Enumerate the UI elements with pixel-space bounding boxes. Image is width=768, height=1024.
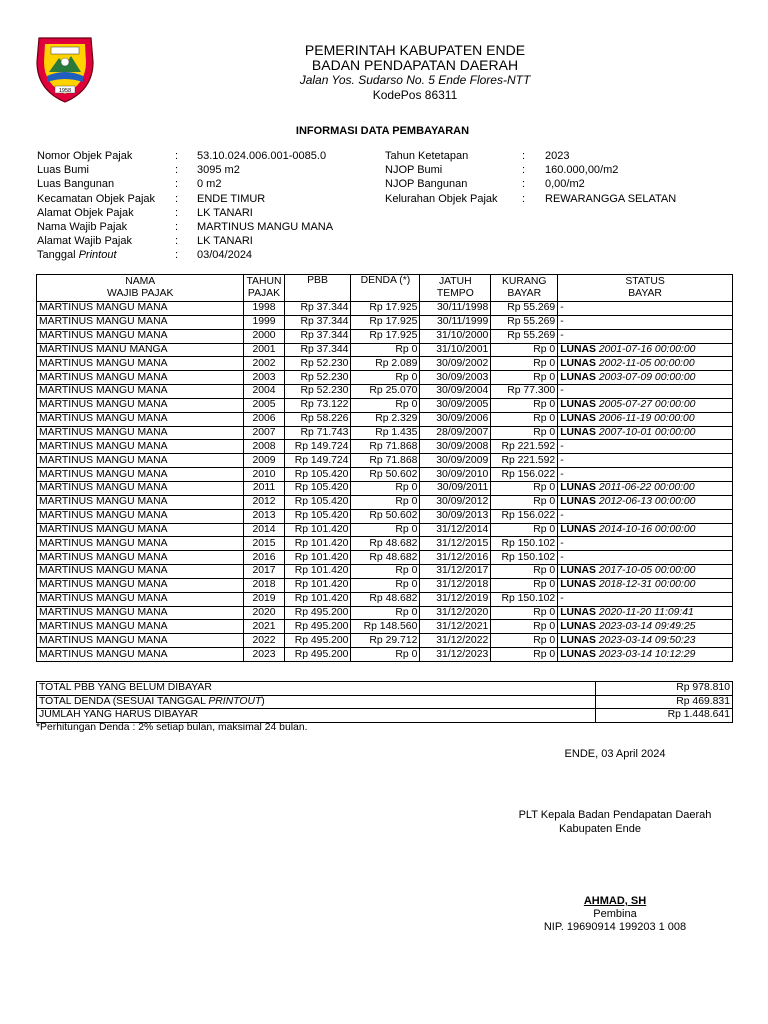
cell-status	[558, 634, 733, 648]
table-row	[37, 495, 733, 509]
cell-kurang-bayar: Rp 150.102	[491, 592, 558, 606]
cell-tahun: 2011	[244, 481, 284, 495]
cell-kurang-bayar: Rp 0	[491, 343, 558, 357]
cell-status	[558, 509, 733, 523]
cell-jatuh-tempo: 30/11/1998	[420, 302, 491, 316]
cell-nama: MARTINUS MANGU MANA	[37, 523, 244, 537]
cell-tahun: 2023	[244, 648, 284, 662]
signer-title-line2: Kabupaten Ende	[559, 823, 641, 835]
col-header-status: STATUS BAYAR	[558, 275, 733, 302]
status-label: -	[560, 330, 564, 342]
cell-denda: Rp 17.925	[351, 302, 420, 316]
cell-denda: Rp 48.682	[351, 551, 420, 565]
cell-status	[558, 412, 733, 426]
cell-status	[558, 648, 733, 662]
cell-pbb: Rp 101.420	[284, 592, 351, 606]
cell-jatuh-tempo: 30/11/1999	[420, 315, 491, 329]
svg-text:1958: 1958	[58, 88, 72, 94]
table-row	[37, 523, 733, 537]
cell-tahun: 2005	[244, 398, 284, 412]
cell-status	[558, 440, 733, 454]
cell-denda: Rp 25.070	[351, 385, 420, 399]
cell-jatuh-tempo: 31/10/2000	[420, 329, 491, 343]
cell-tahun: 2021	[244, 620, 284, 634]
table-row	[37, 357, 733, 371]
cell-nama: MARTINUS MANGU MANA	[37, 565, 244, 579]
cell-denda: Rp 50.602	[351, 509, 420, 523]
cell-tahun: 2009	[244, 454, 284, 468]
cell-nama: MARTINUS MANGU MANA	[37, 578, 244, 592]
cell-jatuh-tempo: 30/09/2005	[420, 398, 491, 412]
cell-tahun: 2002	[244, 357, 284, 371]
cell-jatuh-tempo: 31/10/2001	[420, 343, 491, 357]
status-label: -	[560, 468, 564, 480]
status-date: 2002-11-05 00:00:00	[598, 357, 695, 369]
cell-pbb: Rp 105.420	[284, 481, 351, 495]
cell-nama: MARTINUS MANGU MANA	[37, 302, 244, 316]
cell-nama: MARTINUS MANGU MANA	[37, 385, 244, 399]
cell-kurang-bayar: Rp 77.300	[491, 385, 558, 399]
cell-kurang-bayar: Rp 0	[491, 606, 558, 620]
info-row-tanggal-printout: Tanggal Printout : 03/04/2024	[37, 249, 253, 262]
cell-status	[558, 578, 733, 592]
cell-status	[558, 565, 733, 579]
table-row	[37, 481, 733, 495]
cell-kurang-bayar: Rp 0	[491, 565, 558, 579]
status-label: -	[560, 537, 564, 549]
cell-jatuh-tempo: 31/12/2016	[420, 551, 491, 565]
cell-denda: Rp 0	[351, 648, 420, 662]
cell-kurang-bayar: Rp 0	[491, 398, 558, 412]
header-government: PEMERINTAH KABUPATEN ENDE	[304, 42, 526, 58]
cell-status	[558, 357, 733, 371]
status-label: LUNAS	[560, 343, 596, 355]
cell-status	[558, 454, 733, 468]
info-row-njop-bumi: NJOP Bumi : 160.000,00/m2	[385, 164, 619, 177]
cell-pbb: Rp 58.226	[284, 412, 351, 426]
header-agency: BADAN PENDAPATAN DAERAH	[311, 57, 519, 73]
status-date: 2007-10-01 00:00:00	[598, 427, 696, 439]
cell-denda: Rp 0	[351, 398, 420, 412]
status-date: 2005-07-27 00:00:00	[598, 399, 696, 411]
cell-status	[558, 385, 733, 399]
info-row-alamat-objek: Alamat Objek Pajak : LK TANARI	[37, 206, 253, 219]
cell-tahun: 1998	[244, 302, 284, 316]
cell-nama: MARTINUS MANU MANGA	[37, 343, 244, 357]
status-label: -	[560, 440, 564, 452]
cell-kurang-bayar: Rp 0	[491, 648, 558, 662]
place-date: ENDE, 03 April 2024	[564, 748, 666, 760]
cell-tahun: 2006	[244, 412, 284, 426]
cell-kurang-bayar: Rp 0	[491, 634, 558, 648]
signer-nip: NIP. 19690914 199203 1 008	[543, 921, 687, 933]
status-label: -	[560, 593, 564, 605]
status-label: -	[560, 385, 564, 397]
cell-denda: Rp 0	[351, 565, 420, 579]
cell-kurang-bayar: Rp 0	[491, 523, 558, 537]
cell-pbb: Rp 105.420	[284, 495, 351, 509]
status-label: LUNAS	[560, 413, 596, 425]
cell-jatuh-tempo: 30/09/2013	[420, 509, 491, 523]
cell-jatuh-tempo: 30/09/2006	[420, 412, 491, 426]
cell-tahun: 2017	[244, 565, 284, 579]
cell-tahun: 2016	[244, 551, 284, 565]
status-label: LUNAS	[560, 606, 596, 618]
cell-pbb: Rp 37.344	[284, 329, 351, 343]
jumlah-row	[37, 709, 733, 723]
cell-nama: MARTINUS MANGU MANA	[37, 620, 244, 634]
cell-nama: MARTINUS MANGU MANA	[37, 509, 244, 523]
cell-denda: Rp 0	[351, 578, 420, 592]
cell-denda: Rp 148.560	[351, 620, 420, 634]
cell-nama: MARTINUS MANGU MANA	[37, 315, 244, 329]
table-row	[37, 648, 733, 662]
status-label: LUNAS	[560, 620, 596, 632]
cell-pbb: Rp 101.420	[284, 523, 351, 537]
cell-pbb: Rp 37.344	[284, 343, 351, 357]
table-row	[37, 315, 733, 329]
cell-nama: MARTINUS MANGU MANA	[37, 468, 244, 482]
cell-nama: MARTINUS MANGU MANA	[37, 495, 244, 509]
cell-nama: MARTINUS MANGU MANA	[37, 426, 244, 440]
cell-kurang-bayar: Rp 150.102	[491, 537, 558, 551]
cell-nama: MARTINUS MANGU MANA	[37, 357, 244, 371]
signer-title-line1: PLT Kepala Badan Pendapatan Daerah	[518, 809, 712, 821]
cell-jatuh-tempo: 28/09/2007	[420, 426, 491, 440]
header-address: Jalan Yos. Sudarso No. 5 Ende Flores-NTT	[299, 73, 531, 87]
cell-jatuh-tempo: 31/12/2018	[420, 578, 491, 592]
cell-denda: Rp 0	[351, 523, 420, 537]
cell-denda: Rp 17.925	[351, 315, 420, 329]
cell-kurang-bayar: Rp 221.592	[491, 454, 558, 468]
table-row	[37, 578, 733, 592]
status-label: -	[560, 302, 564, 314]
cell-jatuh-tempo: 31/12/2023	[420, 648, 491, 662]
cell-status	[558, 302, 733, 316]
cell-pbb: Rp 101.420	[284, 578, 351, 592]
status-label: LUNAS	[560, 371, 596, 383]
status-date: 2023-03-14 10:12:29	[598, 648, 696, 660]
cell-tahun: 2014	[244, 523, 284, 537]
total-pbb-value: Rp 978.810	[596, 682, 733, 696]
cell-nama: MARTINUS MANGU MANA	[37, 537, 244, 551]
cell-status	[558, 592, 733, 606]
status-date: 2014-10-16 00:00:00	[598, 523, 696, 535]
cell-tahun: 2007	[244, 426, 284, 440]
cell-tahun: 1999	[244, 315, 284, 329]
cell-tahun: 2010	[244, 468, 284, 482]
cell-kurang-bayar: Rp 0	[491, 481, 558, 495]
total-denda-row	[37, 695, 733, 709]
cell-jatuh-tempo: 31/12/2017	[420, 565, 491, 579]
cell-status	[558, 398, 733, 412]
cell-pbb: Rp 495.200	[284, 648, 351, 662]
cell-jatuh-tempo: 30/09/2010	[420, 468, 491, 482]
header-postal-code: KodePos 86311	[372, 88, 458, 102]
cell-jatuh-tempo: 30/09/2008	[420, 440, 491, 454]
cell-tahun: 2018	[244, 578, 284, 592]
penalty-note: *Perhitungan Denda : 2% setiap bulan, maksimal 24 bulan.	[36, 722, 308, 733]
status-date: 2003-07-09 00:00:00	[598, 371, 696, 383]
table-row	[37, 302, 733, 316]
table-header-row	[37, 275, 733, 302]
cell-kurang-bayar: Rp 0	[491, 357, 558, 371]
cell-pbb: Rp 52.230	[284, 357, 351, 371]
cell-tahun: 2019	[244, 592, 284, 606]
cell-tahun: 2008	[244, 440, 284, 454]
info-row-tahun-ketetapan: Tahun Ketetapan : 2023	[385, 150, 570, 162]
cell-kurang-bayar: Rp 156.022	[491, 509, 558, 523]
cell-pbb: Rp 149.724	[284, 454, 351, 468]
status-date: 2020-11-20 11:09:41	[598, 606, 694, 618]
col-header-pbb: PBB	[284, 275, 351, 302]
cell-nama: MARTINUS MANGU MANA	[37, 412, 244, 426]
cell-nama: MARTINUS MANGU MANA	[37, 592, 244, 606]
col-header-denda: DENDA (*)	[351, 275, 420, 302]
cell-tahun: 2012	[244, 495, 284, 509]
total-denda-value: Rp 469.831	[596, 695, 733, 709]
cell-denda: Rp 2.089	[351, 357, 420, 371]
status-label: -	[560, 454, 564, 466]
cell-denda: Rp 0	[351, 481, 420, 495]
status-label: LUNAS	[560, 357, 596, 369]
total-pbb-label: TOTAL PBB YANG BELUM DIBAYAR	[37, 682, 596, 696]
status-date: 2023-03-14 09:49:25	[598, 620, 696, 632]
signer-rank: Pembina	[593, 908, 637, 920]
cell-status	[558, 481, 733, 495]
cell-pbb: Rp 495.200	[284, 634, 351, 648]
cell-denda: Rp 71.868	[351, 454, 420, 468]
table-row	[37, 440, 733, 454]
info-row-alamat-wp: Alamat Wajib Pajak : LK TANARI	[37, 235, 253, 248]
cell-nama: MARTINUS MANGU MANA	[37, 481, 244, 495]
cell-pbb: Rp 105.420	[284, 509, 351, 523]
info-row-kecamatan: Kecamatan Objek Pajak : ENDE TIMUR	[37, 192, 266, 205]
table-row	[37, 634, 733, 648]
cell-pbb: Rp 73.122	[284, 398, 351, 412]
cell-kurang-bayar: Rp 0	[491, 426, 558, 440]
cell-jatuh-tempo: 31/12/2014	[420, 523, 491, 537]
cell-jatuh-tempo: 30/09/2009	[420, 454, 491, 468]
cell-pbb: Rp 149.724	[284, 440, 351, 454]
table-row	[37, 426, 733, 440]
info-row-kelurahan: Kelurahan Objek Pajak : REWARANGGA SELATAN	[385, 192, 677, 205]
cell-denda: Rp 0	[351, 495, 420, 509]
table-row	[37, 343, 733, 357]
cell-nama: MARTINUS MANGU MANA	[37, 648, 244, 662]
jumlah-label: JUMLAH YANG HARUS DIBAYAR	[37, 709, 596, 723]
table-row	[37, 329, 733, 343]
info-row-njop-bangunan: NJOP Bangunan : 0,00/m2	[385, 178, 585, 191]
cell-kurang-bayar: Rp 55.269	[491, 329, 558, 343]
cell-jatuh-tempo: 31/12/2020	[420, 606, 491, 620]
table-row	[37, 398, 733, 412]
cell-denda: Rp 0	[351, 606, 420, 620]
section-title: INFORMASI DATA PEMBAYARAN	[295, 125, 470, 137]
cell-status	[558, 551, 733, 565]
status-date: 2012-06-13 00:00:00	[598, 496, 696, 508]
status-label: LUNAS	[560, 565, 596, 577]
col-header-nama: NAMA WAJIB PAJAK	[37, 275, 244, 302]
status-label: LUNAS	[560, 648, 596, 660]
status-date: 2023-03-14 09:50:23	[598, 634, 696, 646]
payment-table	[36, 274, 733, 662]
info-row-luas-bangunan: Luas Bangunan : 0 m2	[37, 178, 222, 191]
cell-pbb: Rp 52.230	[284, 371, 351, 385]
cell-denda: Rp 71.868	[351, 440, 420, 454]
cell-tahun: 2015	[244, 537, 284, 551]
table-row	[37, 551, 733, 565]
right-info-block	[385, 149, 676, 206]
status-label: -	[560, 551, 564, 563]
cell-pbb: Rp 101.420	[284, 565, 351, 579]
cell-jatuh-tempo: 31/12/2015	[420, 537, 491, 551]
signer-name: AHMAD, SH	[583, 895, 647, 907]
cell-status	[558, 620, 733, 634]
status-label: -	[560, 510, 564, 522]
cell-tahun: 2000	[244, 329, 284, 343]
cell-jatuh-tempo: 30/09/2003	[420, 371, 491, 385]
cell-pbb: Rp 52.230	[284, 385, 351, 399]
cell-denda: Rp 50.602	[351, 468, 420, 482]
cell-nama: MARTINUS MANGU MANA	[37, 440, 244, 454]
cell-jatuh-tempo: 30/09/2002	[420, 357, 491, 371]
cell-status	[558, 468, 733, 482]
cell-kurang-bayar: Rp 0	[491, 578, 558, 592]
cell-pbb: Rp 495.200	[284, 606, 351, 620]
cell-nama: MARTINUS MANGU MANA	[37, 371, 244, 385]
status-label: LUNAS	[560, 634, 596, 646]
cell-denda: Rp 2.329	[351, 412, 420, 426]
status-date: 2017-10-05 00:00:00	[598, 565, 696, 577]
cell-kurang-bayar: Rp 55.269	[491, 302, 558, 316]
info-row-nama-wp: Nama Wajib Pajak : MARTINUS MANGU MANA	[37, 220, 334, 233]
cell-tahun: 2020	[244, 606, 284, 620]
table-row	[37, 537, 733, 551]
info-row-luas-bumi: Luas Bumi : 3095 m2	[37, 164, 240, 177]
cell-nama: MARTINUS MANGU MANA	[37, 329, 244, 343]
cell-kurang-bayar: Rp 0	[491, 495, 558, 509]
status-label: LUNAS	[560, 579, 596, 591]
cell-status	[558, 523, 733, 537]
cell-pbb: Rp 37.344	[284, 315, 351, 329]
cell-jatuh-tempo: 30/09/2011	[420, 481, 491, 495]
cell-jatuh-tempo: 31/12/2021	[420, 620, 491, 634]
cell-status	[558, 426, 733, 440]
info-row-nop: Nomor Objek Pajak : 53.10.024.006.001-0085.0	[37, 150, 327, 162]
status-label: LUNAS	[560, 523, 596, 535]
cell-kurang-bayar: Rp 156.022	[491, 468, 558, 482]
cell-denda: Rp 1.435	[351, 426, 420, 440]
cell-pbb: Rp 71.743	[284, 426, 351, 440]
cell-jatuh-tempo: 30/09/2012	[420, 495, 491, 509]
table-row	[37, 565, 733, 579]
kabupaten-ende-logo	[33, 32, 97, 104]
table-row	[37, 468, 733, 482]
totals-table	[36, 681, 733, 723]
cell-tahun: 2001	[244, 343, 284, 357]
cell-status	[558, 329, 733, 343]
table-row	[37, 385, 733, 399]
table-row	[37, 592, 733, 606]
cell-kurang-bayar: Rp 0	[491, 620, 558, 634]
status-date: 2011-06-22 00:00:00	[598, 482, 695, 494]
cell-nama: MARTINUS MANGU MANA	[37, 634, 244, 648]
cell-pbb: Rp 101.420	[284, 551, 351, 565]
cell-kurang-bayar: Rp 0	[491, 371, 558, 385]
cell-pbb: Rp 105.420	[284, 468, 351, 482]
table-row	[37, 509, 733, 523]
cell-denda: Rp 0	[351, 343, 420, 357]
cell-status	[558, 371, 733, 385]
cell-nama: MARTINUS MANGU MANA	[37, 551, 244, 565]
cell-kurang-bayar: Rp 221.592	[491, 440, 558, 454]
col-header-tahun: TAHUN PAJAK	[244, 275, 284, 302]
cell-status	[558, 537, 733, 551]
status-label: LUNAS	[560, 496, 596, 508]
cell-status	[558, 315, 733, 329]
status-date: 2018-12-31 00:00:00	[598, 579, 696, 591]
cell-jatuh-tempo: 31/12/2019	[420, 592, 491, 606]
total-pbb-row	[37, 682, 733, 696]
left-info-block	[37, 149, 333, 263]
status-date: 2006-11-19 00:00:00	[598, 413, 695, 425]
cell-tahun: 2003	[244, 371, 284, 385]
cell-tahun: 2013	[244, 509, 284, 523]
cell-kurang-bayar: Rp 150.102	[491, 551, 558, 565]
cell-nama: MARTINUS MANGU MANA	[37, 398, 244, 412]
status-label: -	[560, 316, 564, 328]
cell-nama: MARTINUS MANGU MANA	[37, 454, 244, 468]
cell-nama: MARTINUS MANGU MANA	[37, 606, 244, 620]
col-header-kurang-bayar: KURANG BAYAR	[491, 275, 558, 302]
table-row	[37, 620, 733, 634]
cell-jatuh-tempo: 31/12/2022	[420, 634, 491, 648]
table-row	[37, 454, 733, 468]
jumlah-value: Rp 1.448.641	[596, 709, 733, 723]
cell-kurang-bayar: Rp 0	[491, 412, 558, 426]
cell-tahun: 2004	[244, 385, 284, 399]
total-denda-label: TOTAL DENDA (SESUAI TANGGAL PRINTOUT)	[37, 695, 596, 709]
status-date: 2001-07-16 00:00:00	[598, 343, 696, 355]
cell-jatuh-tempo: 30/09/2004	[420, 385, 491, 399]
cell-denda: Rp 48.682	[351, 592, 420, 606]
status-label: LUNAS	[560, 399, 596, 411]
table-row	[37, 371, 733, 385]
cell-pbb: Rp 495.200	[284, 620, 351, 634]
cell-kurang-bayar: Rp 55.269	[491, 315, 558, 329]
cell-status	[558, 606, 733, 620]
cell-tahun: 2022	[244, 634, 284, 648]
cell-pbb: Rp 101.420	[284, 537, 351, 551]
cell-denda: Rp 17.925	[351, 329, 420, 343]
cell-status	[558, 495, 733, 509]
cell-status	[558, 343, 733, 357]
table-row	[37, 606, 733, 620]
table-row	[37, 412, 733, 426]
cell-denda: Rp 0	[351, 371, 420, 385]
cell-denda: Rp 29.712	[351, 634, 420, 648]
cell-pbb: Rp 37.344	[284, 302, 351, 316]
status-label: LUNAS	[560, 482, 596, 494]
col-header-jatuh-tempo: JATUH TEMPO	[420, 275, 491, 302]
cell-denda: Rp 48.682	[351, 537, 420, 551]
status-label: LUNAS	[560, 427, 596, 439]
